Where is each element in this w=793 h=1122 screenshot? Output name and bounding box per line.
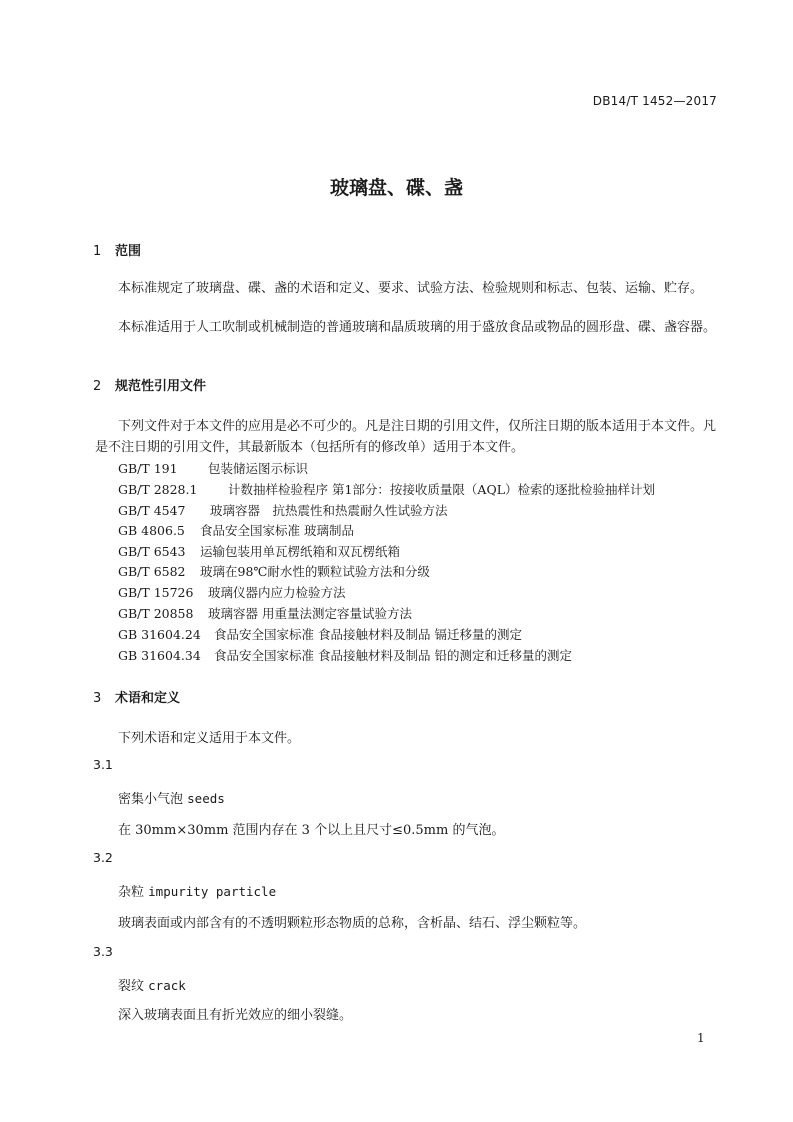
reference-title: 玻璃容器 用重量法测定容量试验方法 [208, 606, 412, 621]
reference-code: GB/T 2828.1 [118, 482, 198, 497]
terms-intro: 下列术语和定义适用于本文件。 [118, 731, 301, 746]
term-number: 3.1 [93, 757, 113, 772]
reference-item [118, 459, 308, 477]
section-3-heading [93, 687, 180, 706]
term-name [118, 881, 276, 900]
reference-item [118, 625, 522, 643]
reference-title: 食品安全国家标准 食品接触材料及制品 镉迁移量的测定 [214, 627, 522, 642]
reference-code: GB/T 6582 [118, 564, 186, 579]
term-name-en: seeds [187, 791, 225, 806]
reference-item [118, 583, 346, 601]
reference-item [118, 501, 448, 519]
term-name-en: impurity particle [148, 884, 277, 899]
section-1-heading [93, 240, 141, 259]
reference-title: 包装储运图示标识 [208, 461, 309, 476]
section-title: 规范性引用文件 [115, 379, 207, 394]
reference-title: 运输包装用单瓦楞纸箱和双瓦楞纸箱 [200, 544, 401, 559]
scope-paragraph-2: 本标准适用于人工吹制或机械制造的普通玻璃和晶质玻璃的用于盛放食品或物品的圆形盘、碟、盏容器。 [118, 320, 717, 335]
references-intro-paragraph: 下列文件对于本文件的应用是必不可少的。凡是注日期的引用文件，仅所注日期的版本适用于本文件。凡是不注日期的引用文件，其最新版本（包括所有的修改单）适用于本文件。 [95, 419, 717, 455]
reference-title: 食品安全国家标准 玻璃制品 [200, 523, 354, 538]
reference-item [118, 542, 400, 560]
reference-code: GB 4806.5 [118, 523, 185, 538]
reference-code: GB/T 191 [118, 461, 178, 476]
section-title: 范围 [115, 244, 142, 259]
section-number: 1 [93, 244, 102, 259]
term-name-zh: 杂粒 [118, 885, 145, 900]
term-name-zh: 密集小气泡 [118, 792, 184, 807]
reference-item [118, 480, 655, 498]
reference-code: GB 31604.24 [118, 627, 201, 642]
reference-code: GB 31604.34 [118, 648, 201, 663]
section-number: 3 [93, 691, 102, 706]
term-number: 3.3 [93, 944, 113, 959]
reference-item [118, 562, 430, 580]
reference-title: 玻璃仪器内应力检验方法 [208, 585, 346, 600]
reference-code: GB/T 6543 [118, 544, 186, 559]
term-number: 3.2 [93, 850, 113, 865]
reference-title: 玻璃容器 抗热震性和热震耐久性试验方法 [210, 503, 448, 518]
reference-title: 玻璃在98℃耐水性的颗粒试验方法和分级 [200, 564, 430, 579]
reference-title: 计数抽样检验程序 第1部分：按接收质量限（AQL）检索的逐批检验抽样计划 [228, 482, 656, 497]
term-name-zh: 裂纹 [118, 979, 145, 994]
scope-paragraph-1: 本标准规定了玻璃盘、碟、盏的术语和定义、要求、试验方法、检验规则和标志、包装、运输、贮存。 [118, 281, 704, 296]
term-definition: 玻璃表面或内部含有的不透明颗粒形态物质的总称，含析晶、结石、浮尘颗粒等。 [118, 916, 587, 931]
reference-code: GB/T 15726 [118, 585, 194, 600]
reference-code: GB/T 4547 [118, 503, 186, 518]
reference-item [118, 521, 354, 539]
section-2-heading [93, 375, 206, 394]
term-definition: 深入玻璃表面且有折光效应的细小裂缝。 [118, 1008, 353, 1023]
reference-item [118, 646, 572, 664]
document-title: 玻璃盘、碟、盏 [329, 177, 463, 199]
term-definition: 在 30mm×30mm 范围内存在 3 个以上且尺寸≤0.5mm 的气泡。 [118, 823, 505, 838]
term-name [118, 975, 186, 994]
section-title: 术语和定义 [115, 691, 181, 706]
reference-code: GB/T 20858 [118, 606, 194, 621]
term-name-en: crack [148, 978, 186, 993]
page-number: 1 [697, 1031, 705, 1045]
section-number: 2 [93, 379, 102, 394]
standard-code: DB14/T 1452—2017 [592, 94, 717, 108]
reference-item [118, 604, 412, 622]
term-name [118, 788, 225, 807]
reference-title: 食品安全国家标准 食品接触材料及制品 铅的测定和迁移量的测定 [214, 648, 572, 663]
